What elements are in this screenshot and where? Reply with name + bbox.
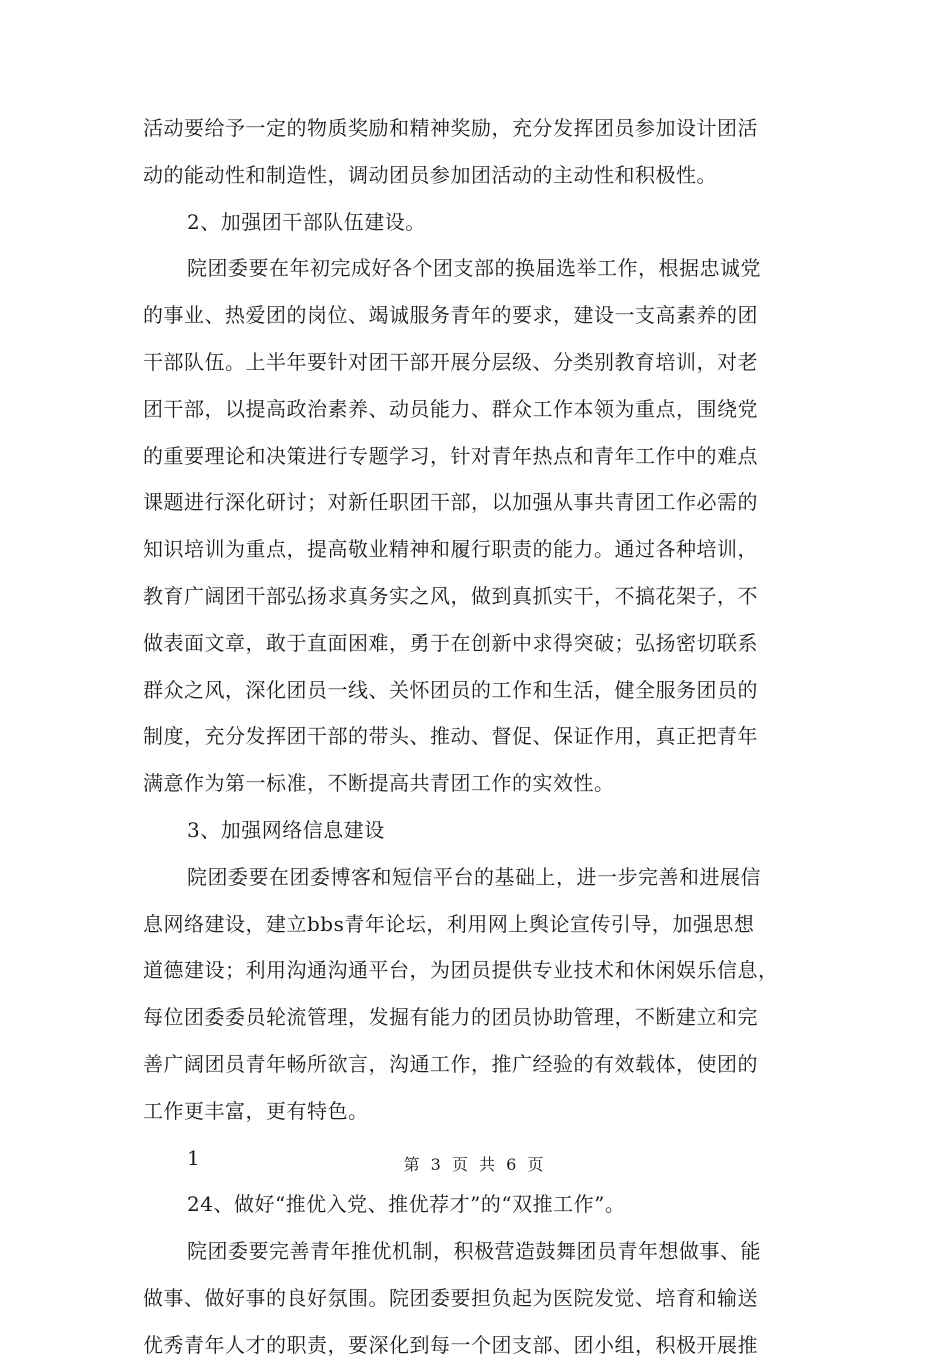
- text-line: 院团委要完善青年推优机制，积极营造鼓舞团员青年想做事、能: [187, 1239, 761, 1264]
- text-line: 群众之风，深化团员一线、关怀团员的工作和生活，健全服务团员的: [143, 677, 758, 702]
- text-line: 课题进行深化研讨；对新任职团干部，以加强从事共青团工作必需的: [143, 490, 758, 515]
- text-line: 2、加强团干部队伍建设。: [187, 209, 426, 234]
- text-line: 工作更丰富，更有特色。: [143, 1098, 369, 1123]
- text-line: 24、做好“推优入党、推优荐才”的“双推工作”。: [187, 1192, 626, 1217]
- text-line: 3、加强网络信息建设: [187, 817, 385, 842]
- text-line: 活动要给予一定的物质奖励和精神奖励，充分发挥团员参加设计团活: [143, 116, 758, 140]
- text-line: 做事、做好事的良好氛围。院团委要担负起为医院发觉、培育和输送: [143, 1285, 758, 1310]
- document-body: [143, 105, 808, 1369]
- text-line: 干部队伍。上半年要针对团干部开展分层级、分类别教育培训，对老: [143, 349, 758, 374]
- text-line: 教育广阔团干部弘扬求真务实之风，做到真抓实干，不搞花架子，不: [143, 583, 758, 608]
- text-line: 制度，充分发挥团干部的带头、推动、督促、保证作用，真正把青年: [143, 724, 758, 749]
- text-line: 的事业、热爱团的岗位、竭诚服务青年的要求，建设一支高素养的团: [143, 303, 758, 328]
- text-line: 1: [187, 1145, 201, 1170]
- text-line: 做表面文章，敢于直面困难，勇于在创新中求得突破；弘扬密切联系: [143, 630, 758, 655]
- text-line: 满意作为第一标准，不断提高共青团工作的实效性。: [143, 771, 615, 796]
- text-line: 每位团委委员轮流管理，发掘有能力的团员协助管理，不断建立和完: [143, 1005, 758, 1030]
- text-line: 团干部，以提高政治素养、动员能力、群众工作本领为重点，围绕党: [143, 396, 758, 421]
- text-line: 善广阔团员青年畅所欲言，沟通工作，推广经验的有效载体，使团的: [143, 1051, 758, 1076]
- text-line: 道德建设；利用沟通沟通平台，为团员提供专业技术和休闲娱乐信息，: [143, 958, 779, 983]
- text-line: 的重要理论和决策进行专题学习，针对青年热点和青年工作中的难点: [143, 443, 758, 468]
- text-line: 优秀青年人才的职责，要深化到每一个团支部、团小组，积极开展推: [143, 1332, 758, 1357]
- text-line: 院团委要在团委博客和短信平台的基础上，进一步完善和进展信: [187, 864, 761, 889]
- text-line: 息网络建设，建立bbs青年论坛，利用网上舆论宣传引导，加强思想: [143, 911, 755, 936]
- text-line: 院团委要在年初完成好各个团支部的换届选举工作，根据忠诚党: [187, 256, 761, 281]
- text-line: 动的能动性和制造性，调动团员参加团活动的主动性和积极性。: [143, 162, 717, 187]
- page-footer: 第 3 页 共 6 页: [403, 1155, 547, 1174]
- text-line: 知识培训为重点，提高敬业精神和履行职责的能力。通过各种培训，: [143, 537, 758, 562]
